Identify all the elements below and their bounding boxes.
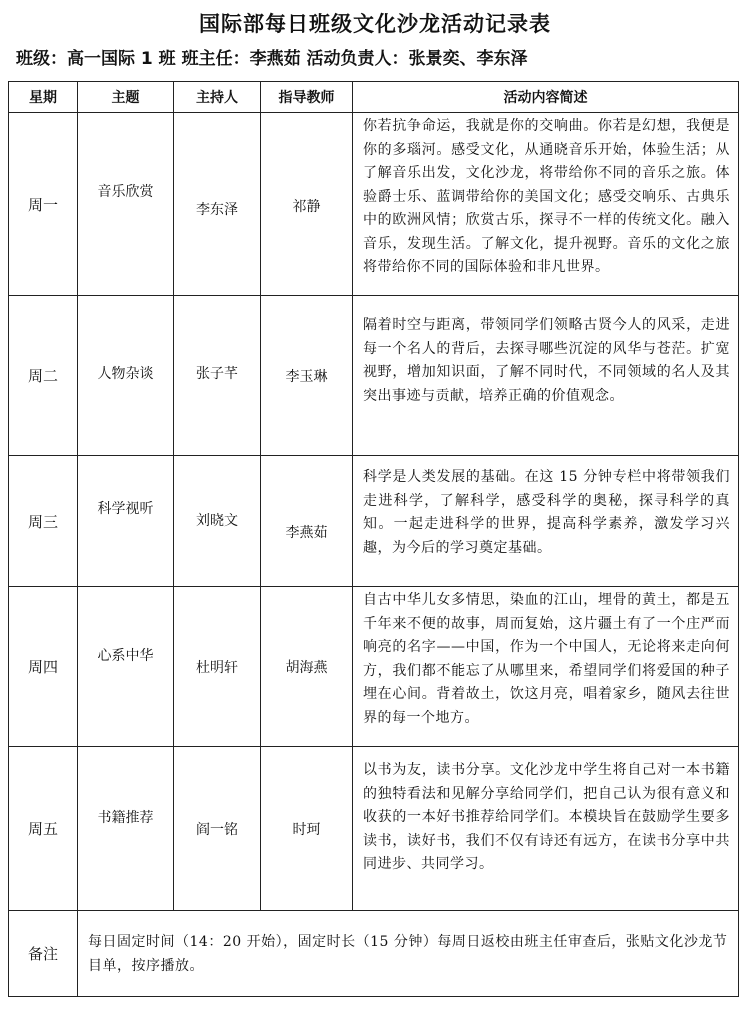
row-description: 你若抗争命运，我就是你的交响曲。你若是幻想，我便是你的多瑙河。感受文化，从通晓音乐开始，体验生活；从了解音乐出发，文化沙龙，将带给你不同的音乐之旅。体验爵士乐、蓝调带给你的美国文化；感受交响乐、古典乐中的欧洲风情；欣赏古乐，探寻不一样的传统文化。融入音乐，发现生活。了解文化，提升视野。音乐的文化之旅将带给你不同的国际体验和非凡世界。	[353, 113, 739, 296]
row-teacher: 李燕茹	[285, 525, 328, 541]
header-teacher: 指导教师	[261, 82, 353, 113]
row-description: 科学是人类发展的基础。在这 15 分钟专栏中将带领我们走进科学，了解科学，感受科学的奥秘，探寻科学的真知。一起走进科学的世界，提高科学素养，激发学习兴趣，为今后的学习奠定基础。	[353, 456, 739, 587]
row-day: 周一	[9, 113, 78, 296]
note-label: 备注	[9, 911, 78, 997]
table-header-row	[9, 82, 739, 113]
row-host: 张子芊	[196, 366, 238, 382]
row-topic: 音乐欣赏	[97, 184, 154, 200]
header-host: 主持人	[174, 82, 261, 113]
row-day: 周三	[9, 456, 78, 587]
row-host: 刘晓文	[196, 513, 238, 529]
header-day: 星期	[9, 82, 78, 113]
table-row	[9, 113, 739, 296]
row-day: 周四	[9, 587, 78, 747]
row-host: 阎一铭	[196, 822, 238, 838]
document-subtitle: 班级：高一国际 1 班 班主任：李燕茹 活动负责人：张景奕、李东泽	[16, 49, 528, 69]
table-row	[9, 296, 739, 456]
row-description: 自古中华儿女多情思，染血的江山，埋骨的黄土，都是五千年来不便的故事，周而复始，这片疆土有了一个庄严而响亮的名字——中国，作为一个中国人，无论将来走向何方，我们都不能忘了从哪里来，希望同学们将爱国的种子埋在心间。背着故土，饮这月亮，唱着家乡，随风去往世界的每一个地方。	[353, 587, 739, 747]
row-teacher: 祁静	[292, 199, 321, 215]
row-host: 杜明轩	[196, 660, 238, 676]
table-row	[9, 456, 739, 587]
row-topic: 书籍推荐	[97, 810, 154, 826]
activity-record-table	[8, 81, 739, 997]
table-row	[9, 587, 739, 747]
document-title: 国际部每日班级文化沙龙活动记录表	[199, 12, 551, 36]
row-topic: 人物杂谈	[97, 366, 154, 382]
row-topic: 科学视听	[97, 501, 154, 517]
table-row	[9, 747, 739, 911]
row-description: 隔着时空与距离，带领同学们领略古贤今人的风采，走进每一个名人的背后，去探寻哪些沉淀的风华与苍茫。扩宽视野，增加知识面，了解不同时代，不同领域的名人及其突出事迹与贡献，培养正确的价值观念。	[353, 296, 739, 456]
row-teacher: 时珂	[292, 822, 321, 838]
note-text: 每日固定时间（14：20 开始），固定时长（15 分钟）每周日返校由班主任审查后，张贴文化沙龙节目单，按序播放。	[78, 911, 739, 997]
header-description: 活动内容简述	[353, 82, 739, 113]
row-topic: 心系中华	[97, 648, 154, 664]
row-day: 周五	[9, 747, 78, 911]
row-description: 以书为友，读书分享。文化沙龙中学生将自己对一本书籍的独特看法和见解分享给同学们，把自己认为很有意义和收获的一本好书推荐给同学们。本模块旨在鼓励学生要多读书，读好书，我们不仅有诗还有远方，在读书分享中共同进步、共同学习。	[353, 747, 739, 911]
row-teacher: 胡海燕	[285, 660, 328, 676]
note-row	[9, 911, 739, 997]
header-topic: 主题	[78, 82, 174, 113]
row-host: 李东泽	[196, 202, 238, 218]
row-day: 周二	[9, 296, 78, 456]
row-teacher: 李玉琳	[285, 369, 328, 385]
